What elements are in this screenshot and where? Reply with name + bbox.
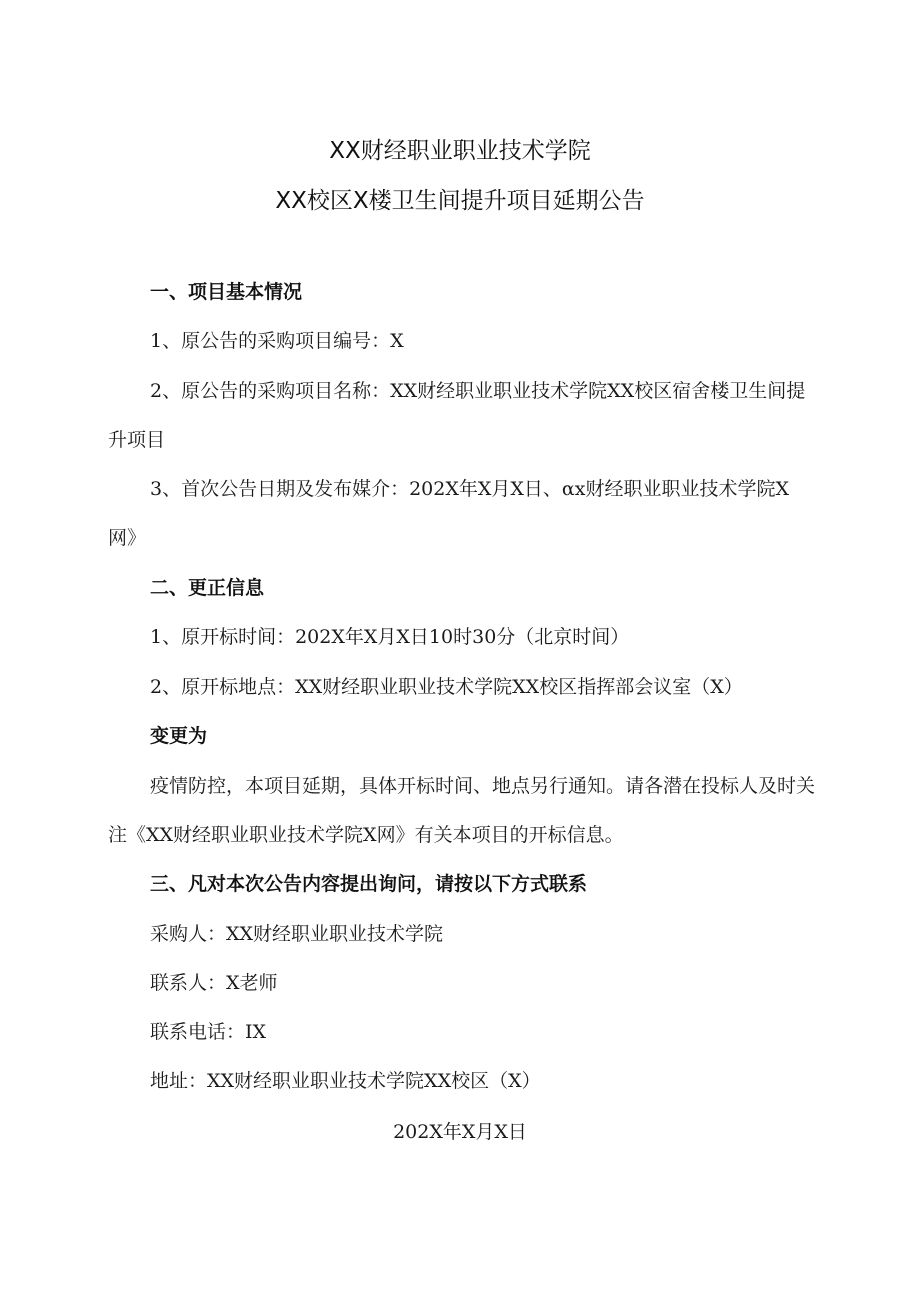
- section-1-heading: 一、项目基本情况: [150, 281, 303, 303]
- section-3-heading: 三、凡对本次公告内容提出询问，请按以下方式联系: [150, 873, 588, 895]
- section-2-heading: 二、更正信息: [150, 577, 265, 599]
- section-2-item-2: 2、原开标地点：XX财经职业职业技术学院XX校区指挥部会议室（X）: [150, 676, 743, 698]
- document-title-line-1: XX财经职业职业技术学院: [329, 138, 591, 164]
- contact-line: 联系人：X老师: [150, 972, 278, 994]
- purchaser-line: 采购人：XX财经职业职业技术学院: [150, 923, 444, 945]
- section-1-item-2: 2、原公告的采购项目名称：XX财经职业职业技术学院XX校区宿舍楼卫生间提升项目: [108, 380, 806, 451]
- document-date: 202X年X月X日: [393, 1121, 527, 1143]
- section-2-item-1: 1、原开标时间：202X年X月X日10时30分（北京时间）: [150, 626, 630, 648]
- phone-line: 联系电话：IX: [150, 1021, 267, 1043]
- change-heading: 变更为: [150, 725, 208, 747]
- address-line: 地址：XX财经职业职业技术学院XX校区（X）: [150, 1070, 541, 1092]
- document-title-line-2: XX校区X楼卫生间提升项目延期公告: [275, 188, 645, 214]
- change-text: 疫情防控，本项目延期，具体开标时间、地点另行通知。请各潜在投标人及时关注《XX财经职业职业技术学院X网》有关本项目的开标信息。: [108, 775, 816, 846]
- section-1-item-1: 1、原公告的采购项目编号：X: [150, 330, 404, 352]
- section-1-item-3: 3、首次公告日期及发布媒介：202X年X月X日、αx财经职业职业技术学院X网》: [108, 478, 790, 549]
